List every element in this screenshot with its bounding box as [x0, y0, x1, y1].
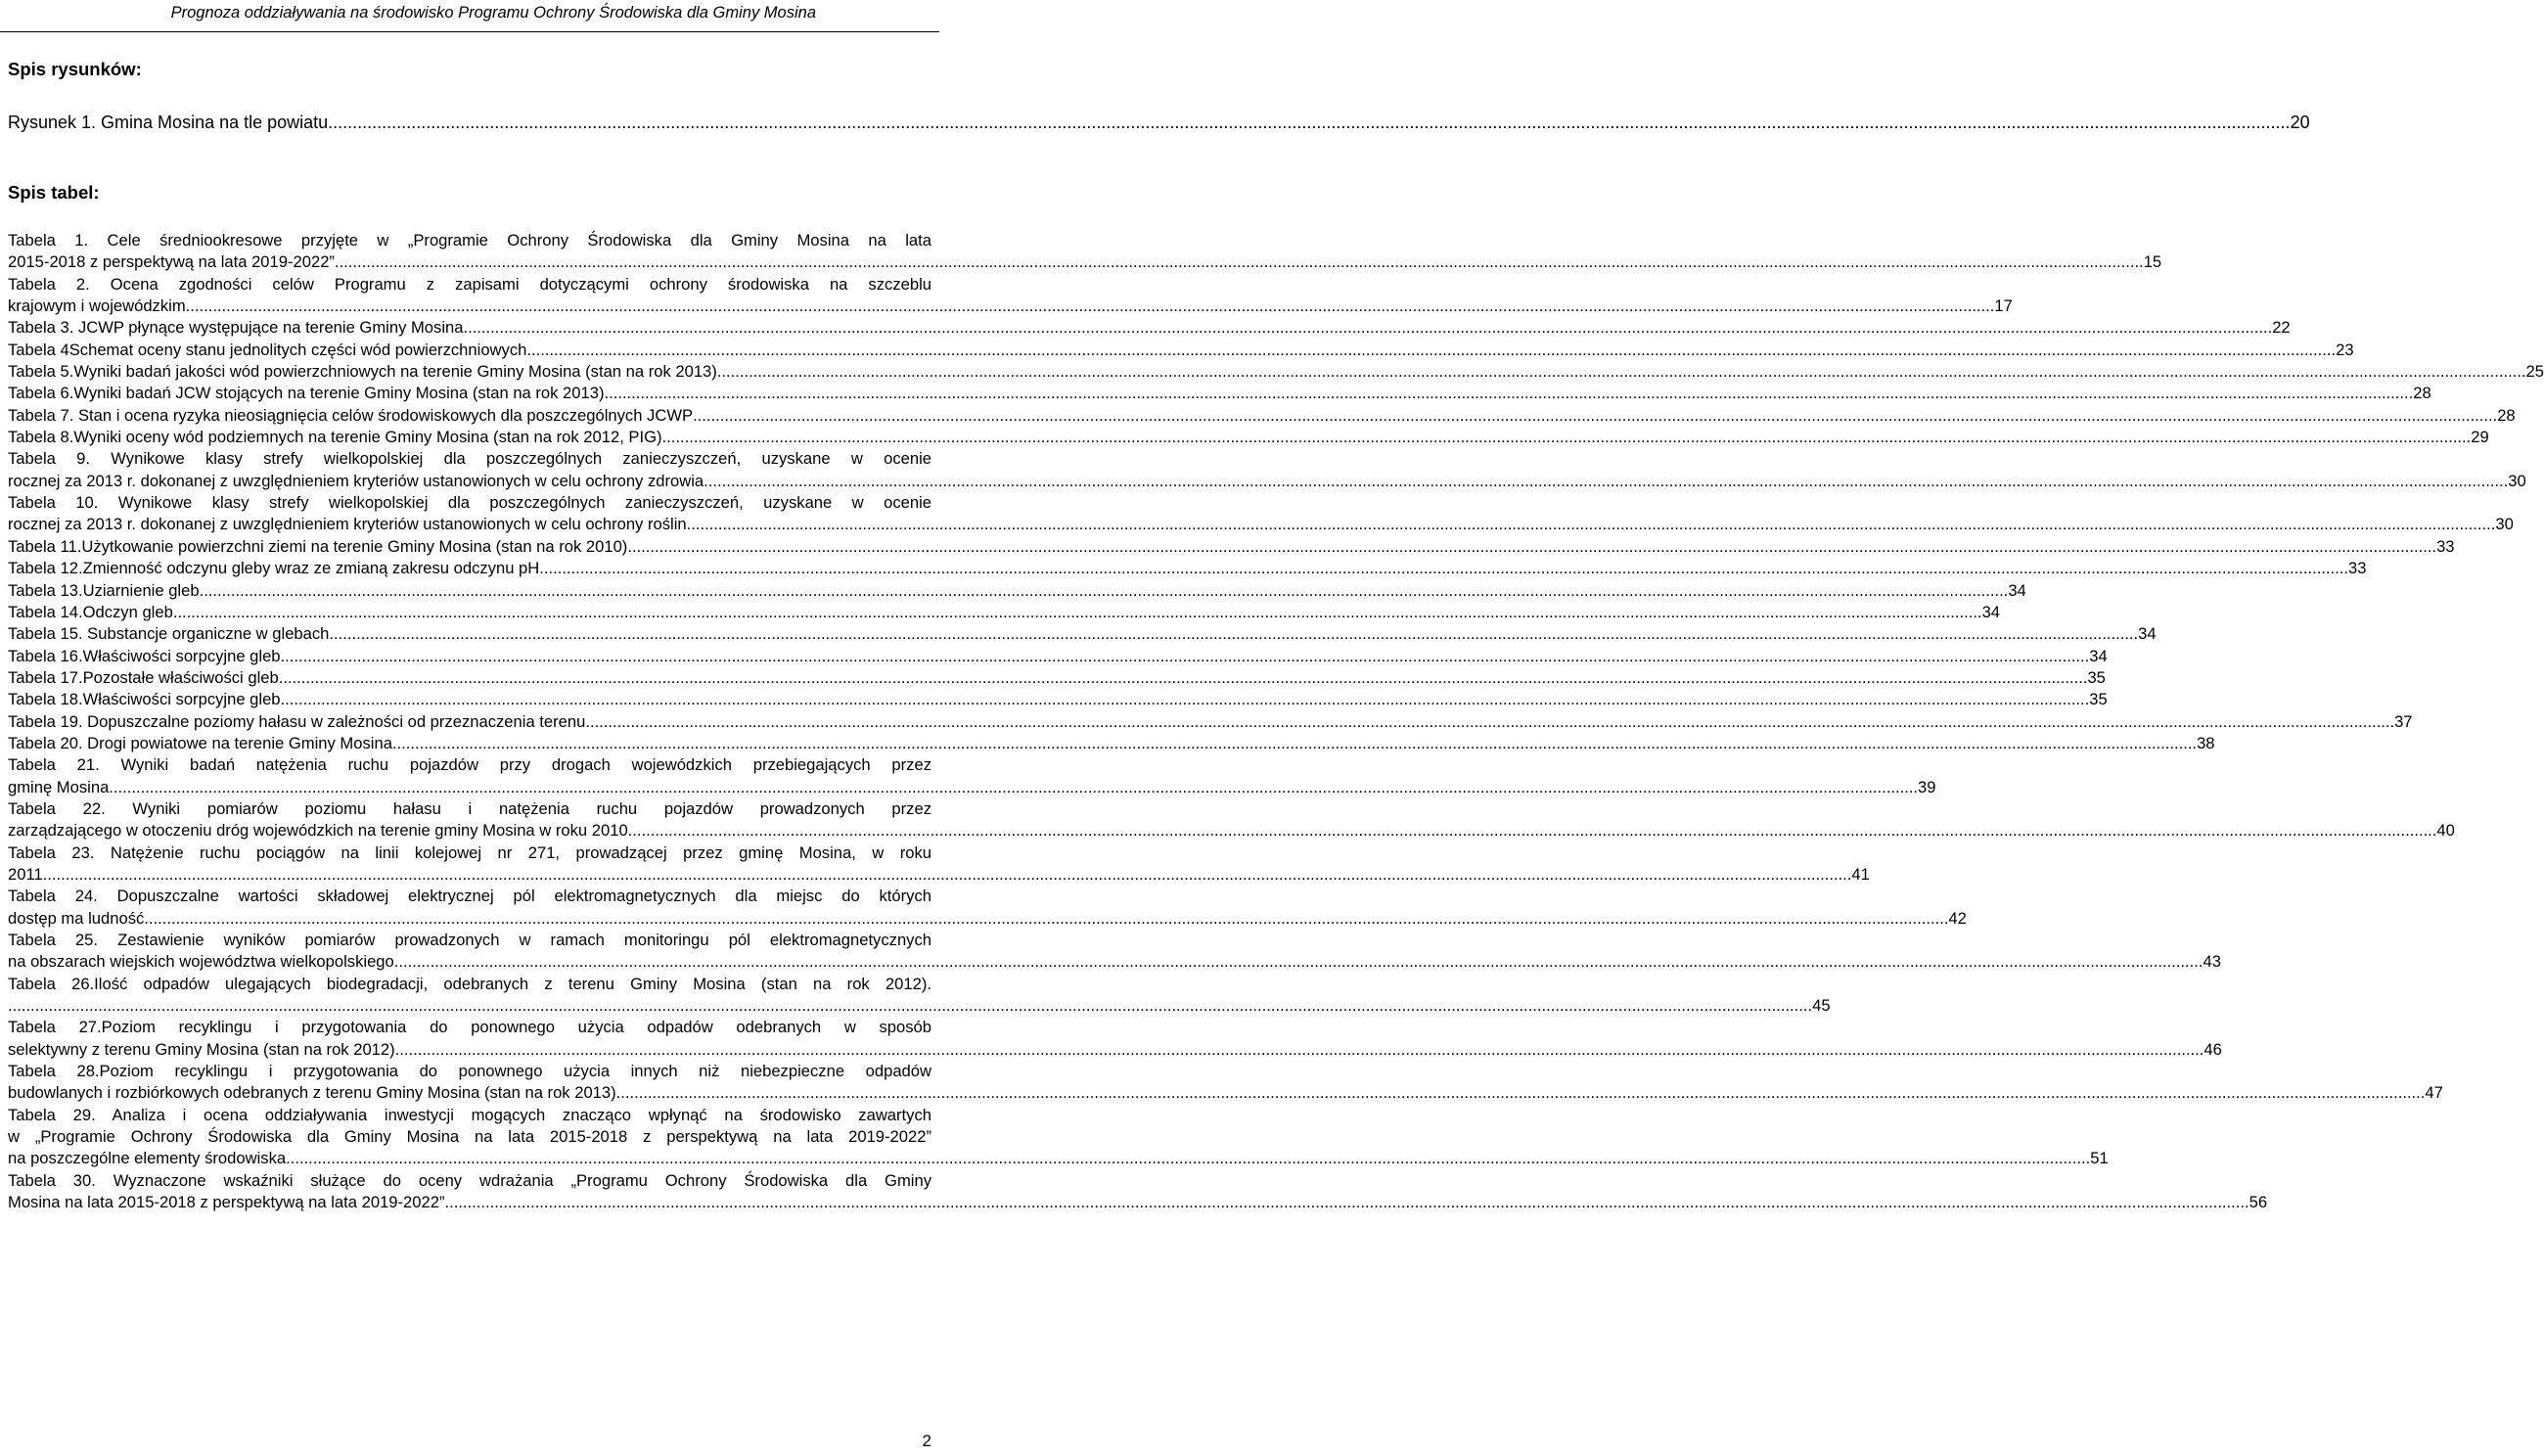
- toc-entry[interactable]: [8, 646, 2108, 667]
- toc-entry[interactable]: [8, 448, 2526, 492]
- toc-entry[interactable]: [8, 361, 2544, 383]
- toc-page-number: 56: [2249, 1193, 2268, 1212]
- toc-entry-text: Tabela 24. Dopuszczalne wartości składowej elektrycznej pól elektromagnetycznych dla miejsc do których: [8, 887, 931, 906]
- toc-entry-text: Tabela 5.Wyniki badań jakości wód powierzchniowych na terenie Gminy Mosina (stan na rok 2013).: [8, 362, 722, 382]
- toc-entry[interactable]: [8, 340, 2354, 361]
- dot-leader: ................................................................................................................................................................................................................................................................................................................................................................................................................: [666, 428, 2472, 447]
- toc-entry-text: Tabela 29. Analiza i ocena oddziaływania inwestycji mogących znacząco wpłynąć na środowisko zawartych: [8, 1105, 931, 1124]
- toc-entry[interactable]: [8, 580, 2026, 602]
- list-of-tables-heading: Spis tabel:: [8, 182, 100, 203]
- dot-leader: ................................................................................................................................................................................................................................................................................................................................................................................................................: [391, 733, 2198, 752]
- toc-page-number: 38: [2197, 733, 2215, 752]
- toc-page-number: 37: [2394, 711, 2413, 731]
- dot-leader: ................................................................................................................................................................................................................................................................................................................................................................................................................: [444, 1193, 2249, 1212]
- dot-leader: ................................................................................................................................................................................................................................................................................................................................................................................................................: [190, 296, 1995, 316]
- toc-entry-text: Tabela 22. Wyniki pomiarów poziomu hałasu i natężenia ruchu pojazdów prowadzonych przez: [8, 798, 931, 818]
- toc-entry-last-line: [8, 1192, 2268, 1213]
- toc-entry-last-line: [8, 580, 2026, 602]
- dot-leader: ................................................................................................................................................................................................................................................................................................................................................................................................................: [609, 384, 2414, 403]
- toc-entry-text: Tabela 12.Zmienność odczynu gleby wraz ze zmianą zakresu odczynu pH.: [8, 559, 544, 578]
- toc-entry[interactable]: [8, 317, 2291, 339]
- toc-entry-last-line: [8, 1082, 2443, 1104]
- toc-entry[interactable]: [8, 623, 2157, 645]
- dot-leader: ................................................................................................................................................................................................................................................................................................................................................................................................................: [113, 777, 1919, 796]
- dot-leader: ................................................................................................................................................................................................................................................................................................................................................................................................................: [204, 580, 2009, 600]
- toc-page-number: 30: [2495, 515, 2514, 534]
- toc-entry[interactable]: [8, 1017, 2222, 1061]
- toc-entry[interactable]: [8, 886, 1967, 930]
- toc-page-number: 28: [2413, 384, 2431, 403]
- toc-entry[interactable]: [8, 427, 2489, 448]
- toc-page-number: 35: [2087, 667, 2106, 687]
- toc-entry-text: Tabela 2. Ocena zgodności celów Programu z zapisami dotyczącymi ochrony środowiska na szczeblu: [8, 274, 931, 294]
- toc-page-number: 43: [2203, 952, 2221, 972]
- toc-entry-text: Tabela 9. Wynikowe klasy strefy wielkopolskiej dla poszczególnych zanieczyszczeń, uzyskane w ocenie: [8, 449, 931, 469]
- toc-entry-text: Tabela 25. Zestawienie wyników pomiarów prowadzonych w ramach monitoringu pól elektromagnetycznych: [8, 931, 931, 949]
- toc-page-number: 23: [2336, 340, 2354, 359]
- toc-entry-text: Tabela 6.Wyniki badań JCW stojących na terenie Gminy Mosina (stan na rok 2013).: [8, 384, 610, 403]
- toc-entry-text: Tabela 1. Cele średniookresowe przyjęte w „Programie Ochrony Środowiska dla Gminy Mosina na lata: [8, 231, 931, 250]
- toc-entry-text: 2015-2018 z perspektywą na lata 2019-2022”.: [8, 252, 340, 272]
- dot-leader: ................................................................................................................................................................................................................................................................................................................................................................................................................: [285, 646, 2090, 665]
- dot-leader: ................................................................................................................................................................................................................................................................................................................................................................................................................: [693, 405, 2498, 425]
- dot-leader: ................................................................................................................................................................................................................................................................................................................................................................................................................: [283, 667, 2088, 687]
- list-of-figures-heading: Spis rysunków:: [8, 59, 142, 79]
- toc-entry-last-line: [8, 646, 2108, 667]
- running-header: [0, 2, 939, 33]
- toc-entry-text: Tabela 7. Stan i ocena ryzyka nieosiągnięcia celów środowiskowych dla poszczególnych JCWP: [8, 405, 694, 425]
- dot-leader: ................................................................................................................................................................................................................................................................................................................................................................................................................: [285, 690, 2090, 709]
- toc-page-number: 25: [2525, 362, 2544, 382]
- toc-entry-text: Tabela 16.Właściwości sorpcyjne gleb.: [8, 646, 286, 665]
- toc-entry[interactable]: [8, 1105, 2109, 1170]
- toc-entry-last-line: [8, 405, 2516, 427]
- toc-page-number: 45: [1812, 996, 1831, 1016]
- toc-entry[interactable]: [8, 536, 2455, 558]
- toc-entry[interactable]: [8, 798, 2455, 842]
- toc-entry-last-line: [8, 864, 1870, 886]
- toc-entry[interactable]: [8, 1061, 2443, 1105]
- dot-leader: ................................................................................................................................................................................................................................................................................................................................................................................................................: [8, 996, 1813, 1016]
- dot-leader: ................................................................................................................................................................................................................................................................................................................................................................................................................: [589, 711, 2395, 731]
- toc-entry-last-line: [8, 602, 2001, 623]
- toc-entry-text: dostęp ma ludność: [8, 908, 145, 928]
- toc-page-number: 17: [1994, 296, 2013, 316]
- toc-entry-text: Tabela 30. Wyznaczone wskaźniki służące do oceny wdrażania „Programu Ochrony Środowiska dla Gminy: [8, 1170, 931, 1190]
- toc-entry-text: Mosina na lata 2015-2018 z perspektywą na lata 2019-2022”: [8, 1193, 445, 1212]
- toc-entry-last-line: [8, 361, 2544, 383]
- header-rule: [0, 31, 939, 32]
- toc-entry-text: Tabela 26.Ilość odpadów ulegających biodegradacji, odebranych z terenu Gminy Mosina (stan na rok 2012).: [8, 974, 931, 993]
- toc-page-number: 42: [1948, 908, 1967, 928]
- toc-page-number: 51: [2090, 1149, 2109, 1168]
- toc-entry[interactable]: [8, 711, 2413, 733]
- dot-leader: ................................................................................................................................................................................................................................................................................................................................................................................................................: [620, 1083, 2426, 1103]
- toc-entry-text: Tabela 17.Pozostałe właściwości gleb.: [8, 667, 284, 687]
- toc-entry-text: Tabela 28.Poziom recyklingu i przygotowania do ponownego użycia innych niż niebezpieczne odpadów: [8, 1062, 931, 1081]
- toc-entry-last-line: [8, 777, 1936, 798]
- toc-entry[interactable]: [8, 405, 2516, 427]
- toc-entry[interactable]: [8, 754, 1936, 798]
- toc-entry-text: na poszczególne elementy środowiska: [8, 1149, 287, 1168]
- toc-page-number: 15: [2143, 252, 2162, 272]
- toc-entry-text: gminę Mosina.: [8, 777, 114, 796]
- dot-leader: ................................................................................................................................................................................................................................................................................................................................................................................................................: [691, 515, 2496, 534]
- dot-leader: ................................................................................................................................................................................................................................................................................................................................................................................................................: [399, 1039, 2204, 1059]
- dot-leader: ................................................................................................................................................................................................................................................................................................................................................................................................................: [334, 624, 2139, 644]
- toc-entry[interactable]: [8, 492, 2514, 536]
- dot-leader: ................................................................................................................................................................................................................................................................................................................................................................................................................: [468, 318, 2273, 338]
- dot-leader: ................................................................................................................................................................................................................................................................................................................................................................................................................: [333, 113, 2291, 132]
- dot-leader: ................................................................................................................................................................................................................................................................................................................................................................................................................: [144, 908, 1949, 928]
- toc-entry-last-line: [8, 251, 2162, 273]
- toc-entry[interactable]: [8, 111, 2310, 134]
- toc-page-number: 34: [1981, 602, 2001, 621]
- dot-leader: ................................................................................................................................................................................................................................................................................................................................................................................................................: [543, 559, 2348, 578]
- toc-page-number: 28: [2497, 405, 2516, 425]
- toc-entry-text: Rysunek 1. Gmina Mosina na tle powiatu.: [8, 113, 334, 132]
- page-number: 2: [922, 1432, 931, 1450]
- toc-entry-last-line: [8, 427, 2489, 448]
- toc-entry-text: Tabela 13.Uziarnienie gleb.: [8, 580, 204, 600]
- toc-page-number: 34: [2008, 580, 2026, 600]
- dot-leader: ................................................................................................................................................................................................................................................................................................................................................................................................................: [704, 471, 2509, 490]
- toc-entry-text: Tabela 21. Wyniki badań natężenia ruchu pojazdów przy drogach wojewódzkich przebiegających przez: [8, 755, 931, 775]
- toc-entry-text: selektywny z terenu Gminy Mosina (stan na rok 2012).: [8, 1039, 400, 1059]
- toc-entry-last-line: [8, 317, 2291, 339]
- dot-leader: ................................................................................................................................................................................................................................................................................................................................................................................................................: [339, 252, 2144, 272]
- toc-entry-last-line: [8, 471, 2526, 492]
- toc-entry-text: Tabela 11.Użytkowanie powierzchni ziemi na terenie Gminy Mosina (stan na rok 2010).: [8, 536, 632, 556]
- toc-page-number: 41: [1851, 864, 1870, 884]
- toc-entry-last-line: [8, 667, 2106, 689]
- toc-page-number: 33: [2348, 559, 2367, 578]
- dot-leader: ................................................................................................................................................................................................................................................................................................................................................................................................................: [398, 952, 2203, 972]
- toc-entry-text: Tabela 15. Substancje organiczne w glebach.: [8, 624, 335, 644]
- toc-entry[interactable]: [8, 1170, 2268, 1214]
- dot-leader: ................................................................................................................................................................................................................................................................................................................................................................................................................: [286, 1149, 2091, 1168]
- toc-page-number: 22: [2272, 318, 2291, 338]
- dot-leader: ................................................................................................................................................................................................................................................................................................................................................................................................................: [530, 340, 2337, 359]
- toc-entry-last-line: [8, 623, 2157, 645]
- toc-entry-text: rocznej za 2013 r. dokonanej z uwzględnieniem kryteriów ustanowionych w celu ochrony zdrowia: [8, 471, 704, 490]
- list-of-tables: [8, 230, 2544, 1213]
- dot-leader: ................................................................................................................................................................................................................................................................................................................................................................................................................: [177, 602, 1982, 621]
- toc-entry[interactable]: [8, 383, 2431, 404]
- dot-leader: ................................................................................................................................................................................................................................................................................................................................................................................................................: [721, 362, 2526, 382]
- document-title: Prognoza oddziaływania na środowisko Programu Ochrony Środowiska dla Gminy Mosina: [170, 4, 816, 22]
- toc-entry-last-line: [8, 383, 2431, 404]
- toc-entry-text: Tabela 14.Odczyn gleb.: [8, 602, 178, 621]
- toc-entry-last-line: [8, 908, 1967, 930]
- toc-entry[interactable]: [8, 602, 2001, 623]
- toc-entry-text: na obszarach wiejskich województwa wielkopolskiego.: [8, 952, 399, 972]
- toc-page-number: 20: [2290, 113, 2310, 132]
- toc-entry-last-line: [8, 1039, 2222, 1061]
- toc-entry[interactable]: [8, 974, 1831, 1018]
- toc-page-number: 34: [2089, 646, 2108, 665]
- toc-entry[interactable]: [8, 733, 2215, 754]
- toc-entry[interactable]: [8, 230, 2162, 274]
- dot-leader: ................................................................................................................................................................................................................................................................................................................................................................................................................: [631, 536, 2437, 556]
- toc-page-number: 47: [2425, 1083, 2443, 1103]
- toc-entry-last-line: [8, 711, 2413, 733]
- toc-entry-text: Tabela 3. JCWP płynące występujące na terenie Gminy Mosina.: [8, 318, 469, 338]
- toc-entry-last-line: [8, 111, 2310, 134]
- toc-entry-last-line: [8, 296, 2013, 317]
- toc-entry-text: Tabela 19. Dopuszczalne poziomy hałasu w zależności od przeznaczenia terenu.: [8, 711, 590, 731]
- toc-page-number: 30: [2508, 471, 2526, 490]
- toc-entry[interactable]: [8, 274, 2013, 318]
- toc-entry[interactable]: [8, 667, 2106, 689]
- toc-entry-text: Tabela 18.Właściwości sorpcyjne gleb.: [8, 690, 286, 709]
- toc-page-number: 34: [2138, 624, 2157, 644]
- toc-page-number: 35: [2089, 690, 2108, 709]
- toc-entry-text: Tabela 8.Wyniki oceny wód podziemnych na terenie Gminy Mosina (stan na rok 2012, PIG).: [8, 428, 667, 447]
- toc-entry-last-line: [8, 995, 1831, 1017]
- toc-page-number: 40: [2436, 821, 2455, 841]
- toc-page-number: 39: [1918, 777, 1936, 796]
- toc-entry-text: budowlanych i rozbiórkowych odebranych z terenu Gminy Mosina (stan na rok 2013).: [8, 1083, 621, 1103]
- toc-page-number: 29: [2471, 428, 2489, 447]
- toc-entry-text: Tabela 20. Drogi powiatowe na terenie Gminy Mosina: [8, 733, 392, 752]
- dot-leader: ................................................................................................................................................................................................................................................................................................................................................................................................................: [632, 821, 2437, 841]
- toc-entry-text: zarządzającego w otoczeniu dróg wojewódzkich na terenie gminy Mosina w roku 2010.: [8, 821, 633, 841]
- toc-entry-text: rocznej za 2013 r. dokonanej z uwzględnieniem kryteriów ustanowionych w celu ochrony roślin.: [8, 515, 692, 534]
- toc-entry[interactable]: [8, 558, 2367, 579]
- toc-entry-last-line: [8, 951, 2221, 973]
- toc-entry[interactable]: [8, 842, 1870, 887]
- toc-page-number: 46: [2203, 1039, 2222, 1059]
- list-of-figures: [8, 111, 2310, 134]
- toc-entry-text: Tabela 27.Poziom recyklingu i przygotowania do ponownego użycia odpadów odebranych w sposób: [8, 1018, 931, 1037]
- toc-entry-text: 2011.: [8, 864, 48, 884]
- toc-entry-text: Tabela 4Schemat oceny stanu jednolitych części wód powierzchniowych.: [8, 340, 531, 359]
- toc-entry-last-line: [8, 733, 2215, 754]
- toc-entry-last-line: [8, 536, 2455, 558]
- toc-entry-text: Tabela 10. Wynikowe klasy strefy wielkopolskiej dla poszczególnych zanieczyszczeń, uzyskane w ocenie: [8, 493, 931, 513]
- toc-entry-text: Tabela 23. Natężenie ruchu pociągów na linii kolejowej nr 271, prowadzącej przez gminę Mosina, w roku: [8, 842, 931, 862]
- toc-entry[interactable]: [8, 689, 2108, 710]
- toc-entry-last-line: [8, 689, 2108, 710]
- toc-entry-last-line: [8, 1148, 2109, 1169]
- toc-entry-last-line: [8, 340, 2354, 361]
- toc-entry-text: w „Programie Ochrony Środowiska dla Gminy Mosina na lata 2015-2018 z perspektywą na lata 2019-2022”: [8, 1127, 931, 1147]
- toc-entry-last-line: [8, 514, 2514, 535]
- toc-entry[interactable]: [8, 930, 2221, 974]
- dot-leader: ................................................................................................................................................................................................................................................................................................................................................................................................................: [47, 864, 1852, 884]
- toc-entry-last-line: [8, 820, 2455, 842]
- toc-entry-text: krajowym i wojewódzkim.: [8, 296, 191, 316]
- toc-entry-last-line: [8, 558, 2367, 579]
- toc-page-number: 33: [2436, 536, 2455, 556]
